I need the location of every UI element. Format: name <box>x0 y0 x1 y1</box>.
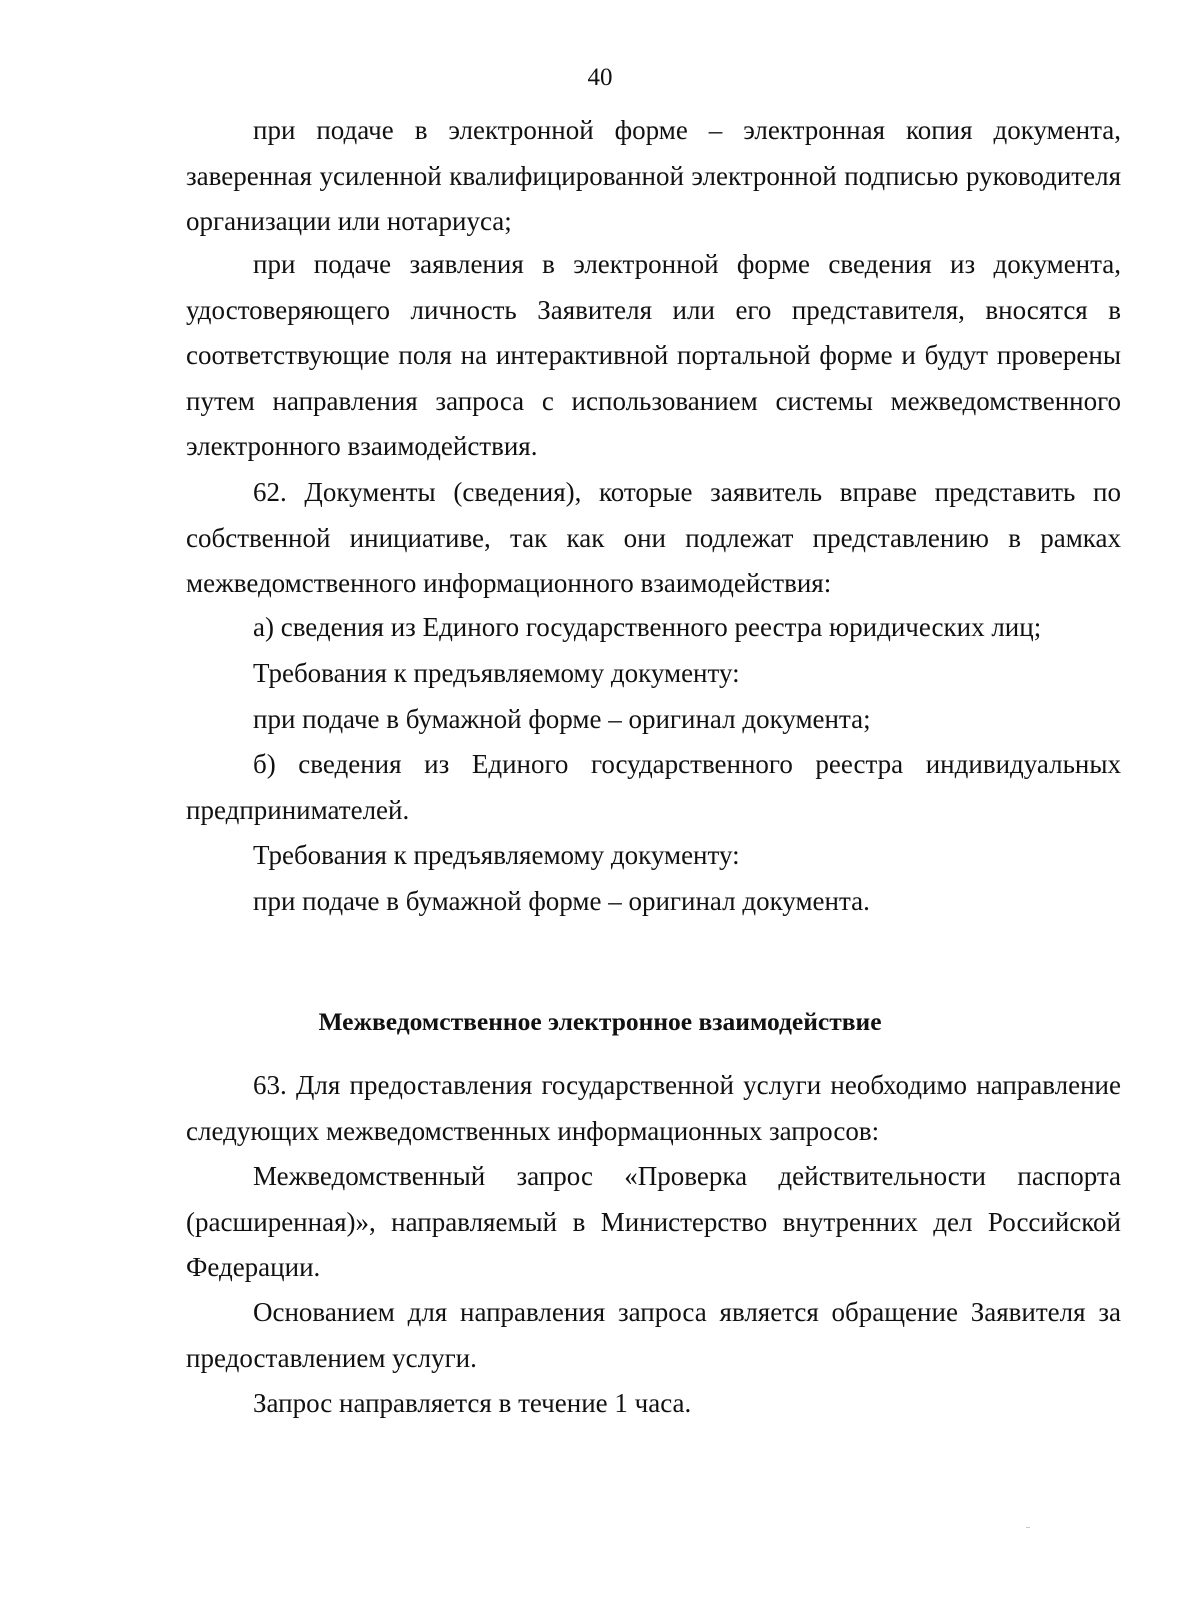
paragraph-62a: а) сведения из Единого государственного реестра юридических лиц; <box>253 612 1042 642</box>
paragraph-request-timing: Запрос направляется в течение 1 часа. <box>253 1388 692 1418</box>
paragraph-requirements-a: Требования к предъявляемому документу: <box>253 658 740 688</box>
paragraph-passport-request: Межведомственный запрос «Проверка действительности паспорта (расширенная)», направляемый в Министерство внутренних дел Российской Федерации. <box>186 1161 1121 1282</box>
paragraph-requirements-b: Требования к предъявляемому документу: <box>253 840 740 870</box>
paragraph-63: 63. Для предоставления государственной услуги необходимо направление следующих межведомственных информационных запросов: <box>186 1070 1121 1146</box>
paragraph-identity-document: при подаче заявления в электронной форме сведения из документа, удостоверяющего личность Заявителя или его представителя, вносятся в соответствующие поля на интерактивной портальной форме и будут проверены путем направления запроса с использованием системы межведомственного электронного взаимодействия. <box>186 249 1121 461</box>
paragraph-62: 62. Документы (сведения), которые заявитель вправе представить по собственной инициативе, так как они подлежат представлению в рамках межведомственного информационного взаимодействия: <box>186 477 1121 598</box>
section-heading: Межведомственное электронное взаимодействие <box>318 1007 882 1036</box>
paragraph-request-basis: Основанием для направления запроса является обращение Заявителя за предоставлением услуги. <box>186 1297 1121 1373</box>
paragraph-paper-original-a: при подаче в бумажной форме – оригинал документа; <box>253 704 871 734</box>
scan-speck <box>1026 1527 1030 1528</box>
paragraph-paper-original-b: при подаче в бумажной форме – оригинал документа. <box>253 886 870 916</box>
page-number: 40 <box>587 64 613 91</box>
paragraph-electronic-copy: при подаче в электронной форме – электронная копия документа, заверенная усиленной квалифицированной электронной подписью руководителя организации или нотариуса; <box>186 115 1121 236</box>
paragraph-62b: б) сведения из Единого государственного реестра индивидуальных предпринимателей. <box>186 749 1121 825</box>
